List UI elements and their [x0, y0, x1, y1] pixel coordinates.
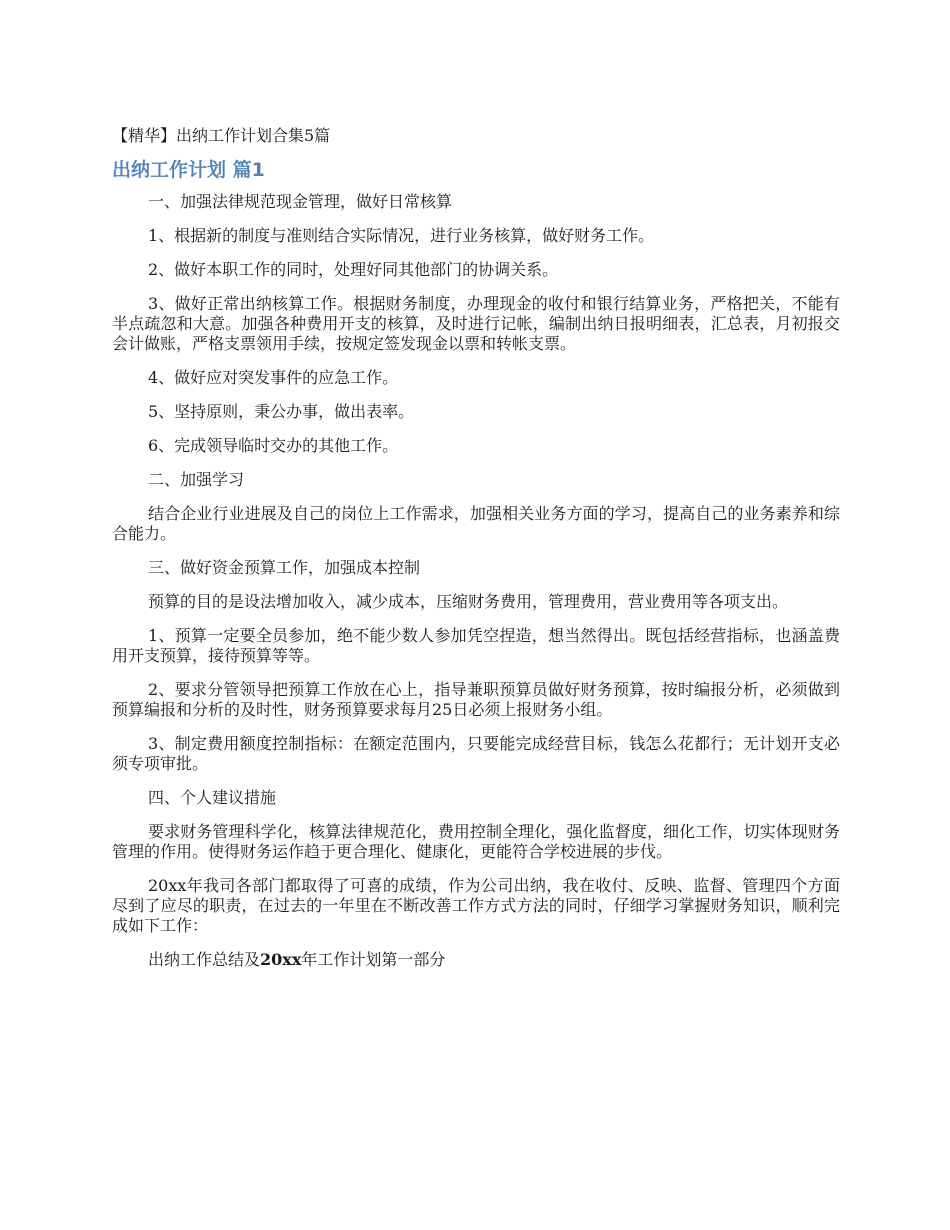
paragraph: 20xx年我司各部门都取得了可喜的成绩，作为公司出纳，我在收付、反映、监督、管理四个方面尽到了应尽的职责，在过去的一年里在不断改善工作方式方法的同时，仔细学习掌握财务知识，顺利完成如下工作：	[112, 876, 840, 935]
paragraph-last-suffix: 年工作计划第一部分	[301, 950, 446, 969]
paragraph: 要求财务管理科学化，核算法律规范化，费用控制全理化，强化监督度，细化工作，切实体现财务管理的作用。使得财务运作趋于更合理化、健康化，更能符合学校进展的步伐。	[112, 822, 840, 861]
paragraph: 6、完成领导临时交办的其他工作。	[148, 436, 399, 455]
paragraph: 预算的目的是设法增加收入，减少成本，压缩财务费用，管理费用，营业费用等各项支出。	[148, 592, 789, 611]
paragraph: 1、根据新的制度与准则结合实际情况，进行业务核算，做好财务工作。	[148, 226, 655, 245]
paragraph: 一、加强法律规范现金管理，做好日常核算	[148, 192, 453, 211]
paragraph-last-prefix: 出纳工作总结及	[148, 950, 261, 969]
document-page	[112, 124, 840, 984]
paragraph: 二、加强学习	[148, 470, 245, 489]
paragraph: 2、做好本职工作的同时，处理好同其他部门的协调关系。	[148, 260, 559, 279]
paragraph: 3、做好正常出纳核算工作。根据财务制度，办理现金的收付和银行结算业务，严格把关，不能有半点疏忽和大意。加强各种费用开支的核算，及时进行记帐，编制出纳日报明细表，汇总表，月初报交会计做账，严格支票领用手续，按规定签发现金以票和转帐支票。	[112, 294, 840, 353]
paragraph-last-year: 20xx	[260, 950, 302, 969]
paragraph: 2、要求分管领导把预算工作放在心上，指导兼职预算员做好财务预算，按时编报分析，必须做到预算编报和分析的及时性，财务预算要求每月25日必须上报财务小组。	[112, 680, 840, 719]
paragraph: 四、个人建议措施	[148, 788, 277, 807]
paragraph: 3、制定费用额度控制指标：在额定范围内，只要能完成经营目标，钱怎么花都行；无计划开支必须专项审批。	[112, 734, 840, 773]
paragraph: 4、做好应对突发事件的应急工作。	[148, 368, 399, 387]
section-heading: 出纳工作计划 篇1	[112, 159, 265, 181]
paragraph: 三、做好资金预算工作，加强成本控制	[148, 558, 421, 577]
paragraph: 5、坚持原则，秉公办事，做出表率。	[148, 402, 415, 421]
document-title: 【精华】出纳工作计划合集5篇	[112, 126, 331, 145]
paragraph: 结合企业行业进展及自己的岗位上工作需求，加强相关业务方面的学习，提高自己的业务素养和综合能力。	[112, 504, 840, 543]
paragraph-last	[112, 950, 840, 970]
paragraph: 1、预算一定要全员参加，绝不能少数人参加凭空捏造，想当然得出。既包括经营指标，也涵盖费用开支预算，接待预算等等。	[112, 626, 840, 665]
